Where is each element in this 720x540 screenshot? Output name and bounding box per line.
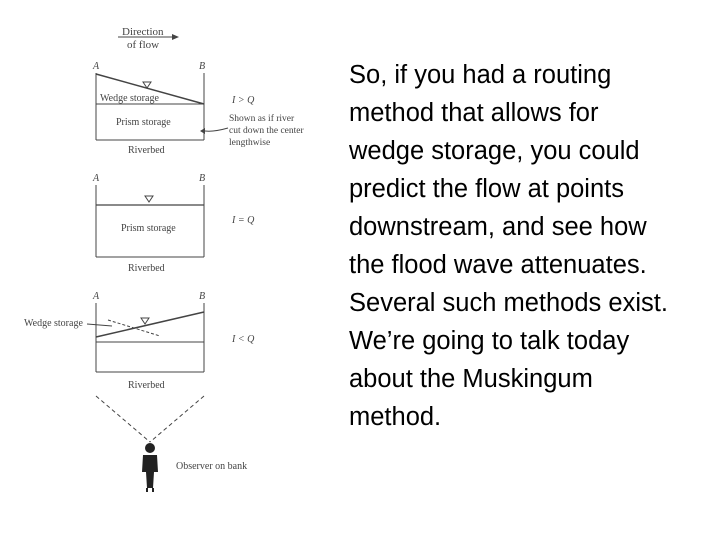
- riverbed-label: Riverbed: [128, 145, 165, 156]
- sight-lines: [96, 396, 204, 442]
- note-line2: cut down the center: [229, 126, 304, 136]
- point-b-label: B: [199, 173, 206, 184]
- water-surface-line: [96, 312, 204, 337]
- point-a-label: A: [93, 61, 100, 72]
- water-surface-icon: [145, 196, 153, 202]
- note-arrow: [200, 128, 228, 134]
- text-line: method that allows for: [349, 99, 599, 127]
- wedge-pointer-line: [87, 324, 112, 326]
- panel-inflow-less: [24, 291, 255, 391]
- note-line3: lengthwise: [229, 138, 271, 148]
- point-b-label: B: [199, 291, 206, 302]
- riverbed-label: Riverbed: [128, 263, 165, 274]
- text-line: So, if you had a routing: [349, 61, 612, 89]
- text-line: downstream, and see how: [349, 213, 647, 241]
- text-line: method.: [349, 403, 442, 431]
- panel-inflow-equal: [92, 173, 255, 274]
- relation-label: I = Q: [232, 215, 255, 226]
- text-line: We’re going to talk today: [349, 327, 630, 355]
- text-line: wedge storage, you could: [349, 137, 640, 165]
- panel-inflow-greater: [92, 61, 304, 156]
- point-b-label: B: [199, 61, 206, 72]
- observer-icon: [142, 443, 158, 492]
- wedge-storage-label: Wedge storage: [100, 93, 159, 104]
- text-line: Several such methods exist.: [349, 289, 668, 317]
- flood-routing-diagram: [0, 0, 330, 540]
- wedge-storage-label: Wedge storage: [24, 318, 83, 329]
- text-line: predict the flow at points: [349, 175, 624, 203]
- text-line: about the Muskingum: [349, 365, 593, 393]
- direction-label-line2: of flow: [127, 39, 160, 51]
- point-a-label: A: [93, 291, 100, 302]
- relation-label: I < Q: [232, 334, 255, 345]
- observer-label: Observer on bank: [176, 461, 248, 472]
- wedge-dashed-line: [108, 320, 160, 336]
- slide-body-text: [349, 56, 714, 436]
- point-a-label: A: [93, 173, 100, 184]
- direction-label-line1: Direction: [122, 26, 164, 38]
- water-surface-icon: [141, 318, 149, 324]
- prism-storage-label: Prism storage: [121, 223, 176, 234]
- relation-label: I > Q: [232, 95, 255, 106]
- prism-storage-label: Prism storage: [116, 117, 171, 128]
- riverbed-label: Riverbed: [128, 380, 165, 391]
- note-line1: Shown as if river: [229, 114, 295, 124]
- text-line: the flood wave attenuates.: [349, 251, 647, 279]
